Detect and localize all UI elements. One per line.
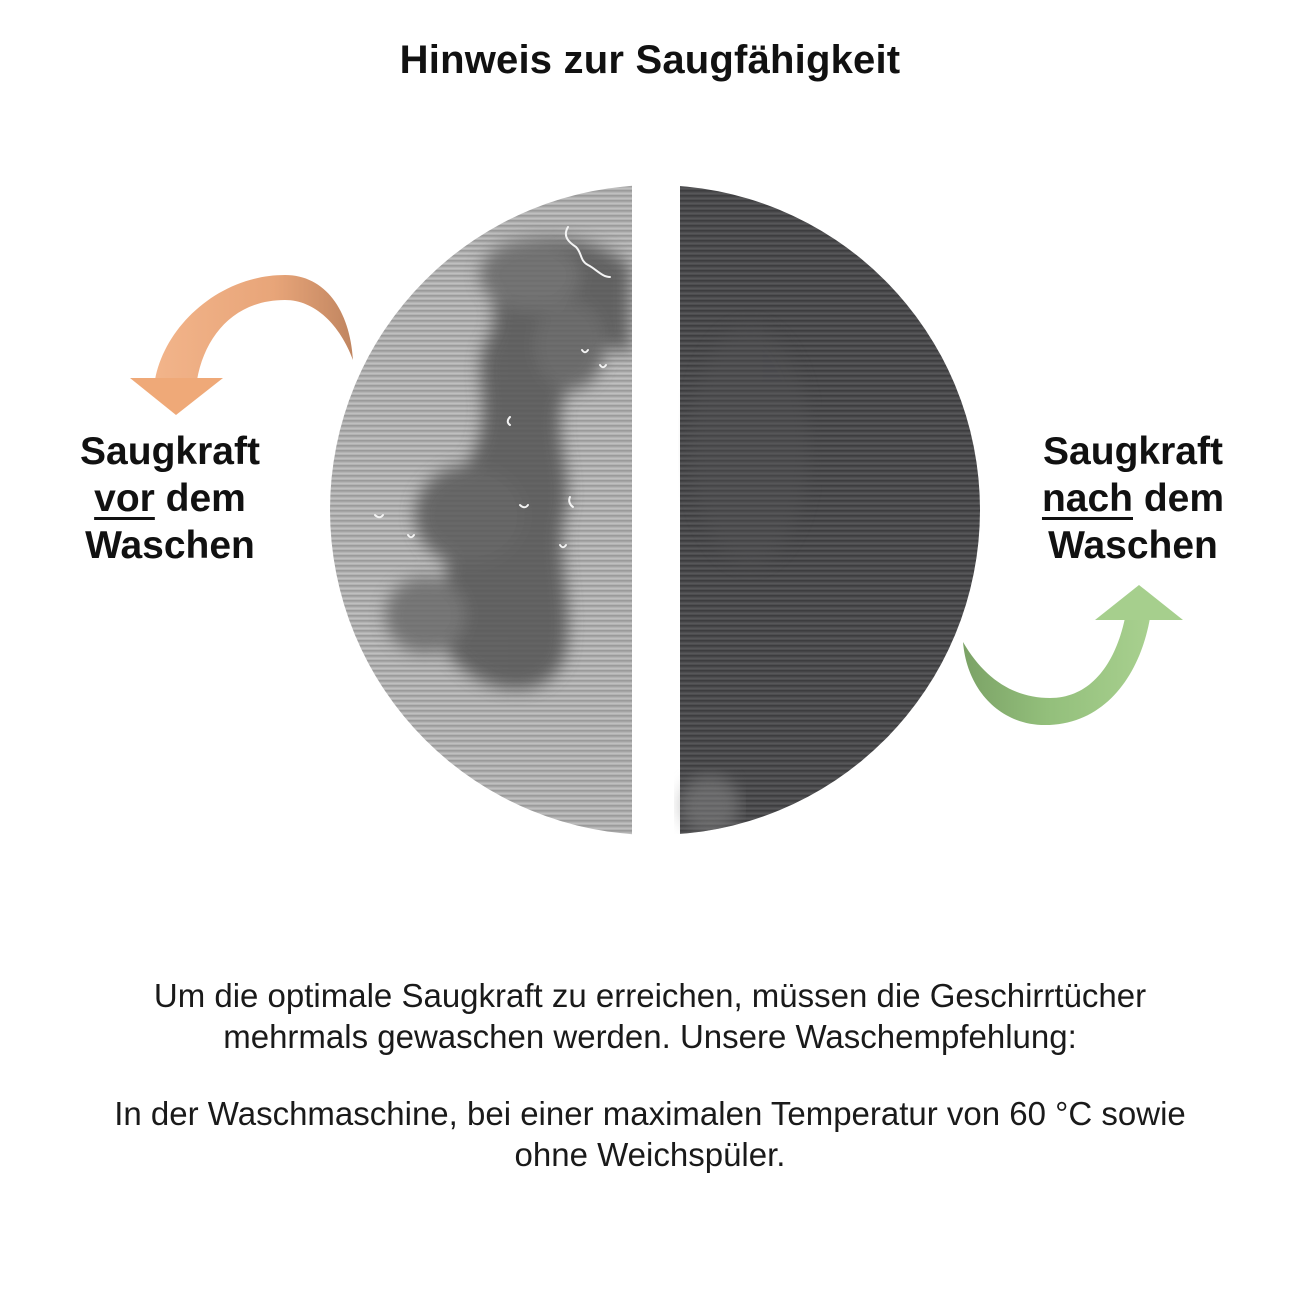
fabric-circle bbox=[330, 185, 980, 835]
label-after-underlined: nach bbox=[1041, 477, 1133, 520]
label-before-underlined: vor bbox=[94, 477, 155, 520]
wash-recommendation-line2: ohne Weichspüler. bbox=[514, 1136, 786, 1173]
wash-info-line2: mehrmals gewaschen werden. Unsere Waschempfehlung: bbox=[223, 1018, 1077, 1055]
label-after-line2 bbox=[1003, 475, 1263, 522]
label-after-line3: Waschen bbox=[1048, 524, 1218, 567]
wash-info-paragraph bbox=[20, 975, 1280, 1057]
curved-arrow-down-left-icon bbox=[125, 270, 360, 420]
label-before-washing bbox=[40, 428, 300, 569]
label-after-line1: Saugkraft bbox=[1043, 430, 1223, 473]
wash-recommendation-line1: In der Waschmaschine, bei einer maximalen Temperatur von 60 °C sowie bbox=[114, 1095, 1186, 1132]
label-before-line3: Waschen bbox=[85, 524, 255, 567]
fabric-before-half bbox=[330, 185, 632, 835]
wash-info-line1: Um die optimale Saugkraft zu erreichen, müssen die Geschirrtücher bbox=[153, 977, 1147, 1014]
label-after-washing bbox=[1003, 428, 1263, 569]
label-after-line2-rest: dem bbox=[1133, 477, 1225, 520]
curved-arrow-up-right-icon bbox=[955, 580, 1190, 730]
label-before-line2-rest: dem bbox=[154, 477, 246, 520]
fabric-comparison-image bbox=[330, 185, 980, 835]
wash-recommendation-paragraph bbox=[20, 1093, 1280, 1175]
fabric-after-half bbox=[680, 185, 980, 835]
page-title: Hinweis zur Saugfähigkeit bbox=[399, 38, 901, 82]
label-before-line1: Saugkraft bbox=[80, 430, 260, 473]
label-before-line2 bbox=[40, 475, 300, 522]
